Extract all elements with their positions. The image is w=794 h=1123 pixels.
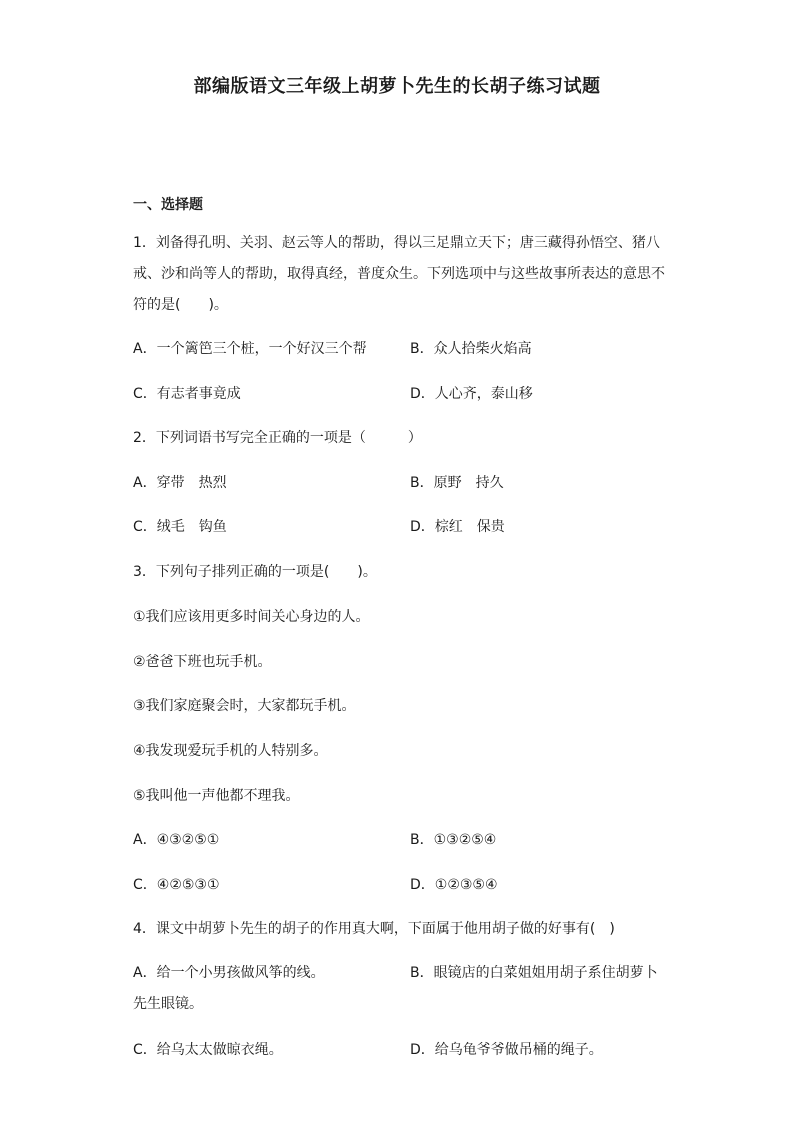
- q3-sentence-1: ①我们应该用更多时间关心身边的人。: [133, 609, 370, 625]
- q1-option-c: C．有志者事竟成: [133, 386, 241, 402]
- q1-option-b: B．众人拾柴火焰高: [410, 341, 532, 357]
- q3-sentence-4: ④我发现爱玩手机的人特别多。: [133, 743, 328, 759]
- q1-stem-line-3: 符的是( )。: [133, 297, 228, 313]
- q3-option-b: B．①③②⑤④: [410, 832, 497, 848]
- q3-sentence-5: ⑤我叫他一声他都不理我。: [133, 788, 300, 804]
- q2-option-a: A．穿带 热烈: [133, 475, 227, 491]
- section-heading: 一、选择题: [133, 197, 203, 213]
- q3-sentence-3: ③我们家庭聚会时，大家都玩手机。: [133, 698, 356, 714]
- q1-option-d: D．人心齐，泰山移: [410, 386, 533, 402]
- q2-option-d: D．棕红 保贵: [410, 519, 505, 535]
- q2-option-c: C．绒毛 钩鱼: [133, 519, 227, 535]
- q3-stem: 3．下列句子排列正确的一项是( )。: [133, 564, 377, 580]
- q1-option-a: A．一个篱笆三个桩，一个好汉三个帮: [133, 341, 367, 357]
- q3-option-c: C．④②⑤③①: [133, 877, 220, 893]
- q1-stem-line-1: 1．刘备得孔明、关羽、赵云等人的帮助，得以三足鼎立天下；唐三藏得孙悟空、猪八: [133, 235, 660, 251]
- q3-option-d: D．①②③⑤④: [410, 877, 498, 893]
- q4-option-a: A．给一个小男孩做风筝的线。: [133, 965, 325, 981]
- q4-option-d: D．给乌龟爷爷做吊桶的绳子。: [410, 1042, 603, 1058]
- q4-option-b: B．眼镜店的白菜姐姐用胡子系住胡萝卜: [410, 965, 658, 981]
- q2-option-b: B．原野 持久: [410, 475, 504, 491]
- q3-sentence-2: ②爸爸下班也玩手机。: [133, 654, 272, 670]
- q4-option-c: C．给乌太太做晾衣绳。: [133, 1042, 283, 1058]
- q4-option-b-continued: 先生眼镜。: [133, 996, 203, 1012]
- q1-stem-line-2: 戒、沙和尚等人的帮助，取得真经，普度众生。下列选项中与这些故事所表达的意思不: [133, 266, 665, 282]
- page-title: 部编版语文三年级上胡萝卜先生的长胡子练习试题: [193, 76, 601, 97]
- q4-stem: 4．课文中胡萝卜先生的胡子的作用真大啊，下面属于他用胡子做的好事有( ): [133, 921, 615, 937]
- q2-stem: 2．下列词语书写完全正确的一项是（ ）: [133, 430, 422, 446]
- q3-option-a: A．④③②⑤①: [133, 832, 220, 848]
